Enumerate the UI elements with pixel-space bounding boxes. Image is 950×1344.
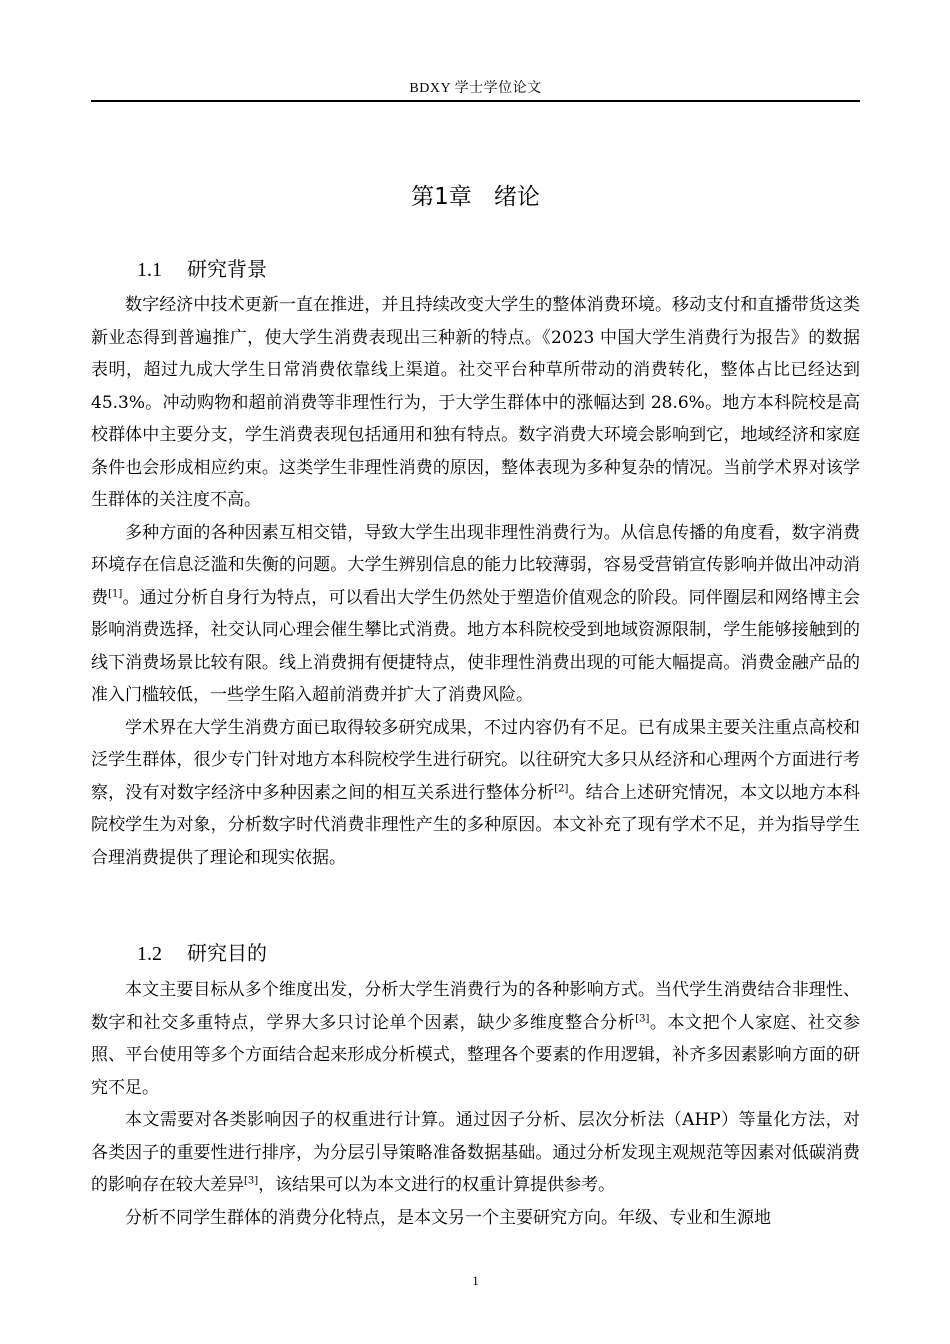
paragraph	[91, 1104, 860, 1202]
paragraph-text: 本文主要目标从多个维度出发，分析大学生消费行为的各种影响方式。当代学生消费结合非理性、数字和社交多重特点，学界大多只讨论单个因素，缺少多维度整合分析	[91, 980, 860, 1033]
paragraph-text: ，该结果可以为本文进行的权重计算提供参考。	[258, 1175, 616, 1195]
chapter-number: 第1章	[411, 184, 472, 210]
paragraph-text: 数字经济中技术更新一直在推进，并且持续改变大学生的整体消费环境。移动支付和直播带货这类新业态得到普遍推广，使大学生消费表现出三种新的特点。《2023 中国大学生消费行为报告》的数据表明，超过九成大学生日常消费依靠线上渠道。社交平台种草所带动的消费转化，整体占比已经达到 45.3%。冲动购物和超前消费等非理性行为，于大学生群体中的涨幅达到 28.6%。地方本科院校是高校群体中主要分支，学生消费表现包括通用和独有特点。数字消费大环境会影响到它，地域经济和家庭条件也会形成相应约束。这类学生非理性消费的原因，整体表现为多种复杂的情况。当前学术界对该学生群体的关注度不高。	[91, 295, 860, 510]
citation-ref: [3]	[244, 1175, 259, 1187]
section-heading-1-2	[137, 937, 267, 966]
paragraph	[91, 1202, 860, 1235]
paragraph	[91, 712, 860, 875]
section-number: 1.1	[137, 259, 162, 281]
page-number: 1	[472, 1273, 479, 1288]
paragraph-text: 本文需要对各类影响因子的权重进行计算。通过因子分析、层次分析法（AHP）等量化方法，对各类因子的重要性进行排序，为分层引导策略准备数据基础。通过分析发现主观规范等因素对低碳消费的影响存在较大差异	[91, 1110, 860, 1195]
section-body-1-1	[91, 289, 860, 874]
section-title: 研究目的	[187, 941, 267, 965]
paragraph-text: 。通过分析自身行为特点，可以看出大学生仍然处于塑造价值观念的阶段。同伴圈层和网络博主会影响消费选择，社交认同心理会催生攀比式消费。地方本科院校受到地域资源限制，学生能够接触到的线下消费场景比较有限。线上消费拥有便捷特点，使非理性消费出现的可能大幅提高。消费金融产品的准入门槛较低，一些学生陷入超前消费并扩大了消费风险。	[91, 587, 860, 705]
paragraph-text: 学术界在大学生消费方面已取得较多研究成果，不过内容仍有不足。已有成果主要关注重点高校和泛学生群体，很少专门针对地方本科院校学生进行研究。以往研究大多只从经济和心理两个方面进行考察，没有对数字经济中多种因素之间的相互关系进行整体分析	[91, 717, 860, 803]
paragraph	[91, 974, 860, 1104]
chapter-title	[91, 178, 860, 211]
citation-ref: [3]	[635, 1012, 650, 1024]
section-heading-1-1	[137, 253, 267, 282]
citation-ref: [1]	[108, 587, 123, 599]
chapter-title-text: 绪论	[493, 184, 540, 210]
paragraph-text: 分析不同学生群体的消费分化特点，是本文另一个主要研究方向。年级、专业和生源地	[125, 1207, 771, 1228]
paragraph-text: 。本文把个人家庭、社交参照、平台使用等多个方面结合起来形成分析模式，整理各个要素的作用逻辑，补齐多因素影响方面的研究不足。	[91, 1012, 861, 1098]
section-title: 研究背景	[187, 257, 267, 281]
paragraph	[91, 289, 860, 517]
paragraph-text: 多种方面的各种因素互相交错，导致大学生出现非理性消费行为。从信息传播的角度看，数字消费环境存在信息泛滥和失衡的问题。大学生辨别信息的能力比较薄弱，容易受营销宣传影响并做出冲动消费	[91, 522, 860, 608]
citation-ref: [2]	[554, 782, 569, 794]
header-rule	[91, 100, 860, 102]
paragraph	[91, 517, 860, 712]
section-body-1-2	[91, 974, 860, 1234]
section-number: 1.2	[137, 943, 162, 965]
paragraph-text: 。结合上述研究情况，本文以地方本科院校学生为对象，分析数字时代消费非理性产生的多种原因。本文补充了现有学术不足，并为指导学生合理消费提供了理论和现实依据。	[91, 782, 861, 868]
running-header: BDXY 学士学位论文	[409, 81, 542, 96]
